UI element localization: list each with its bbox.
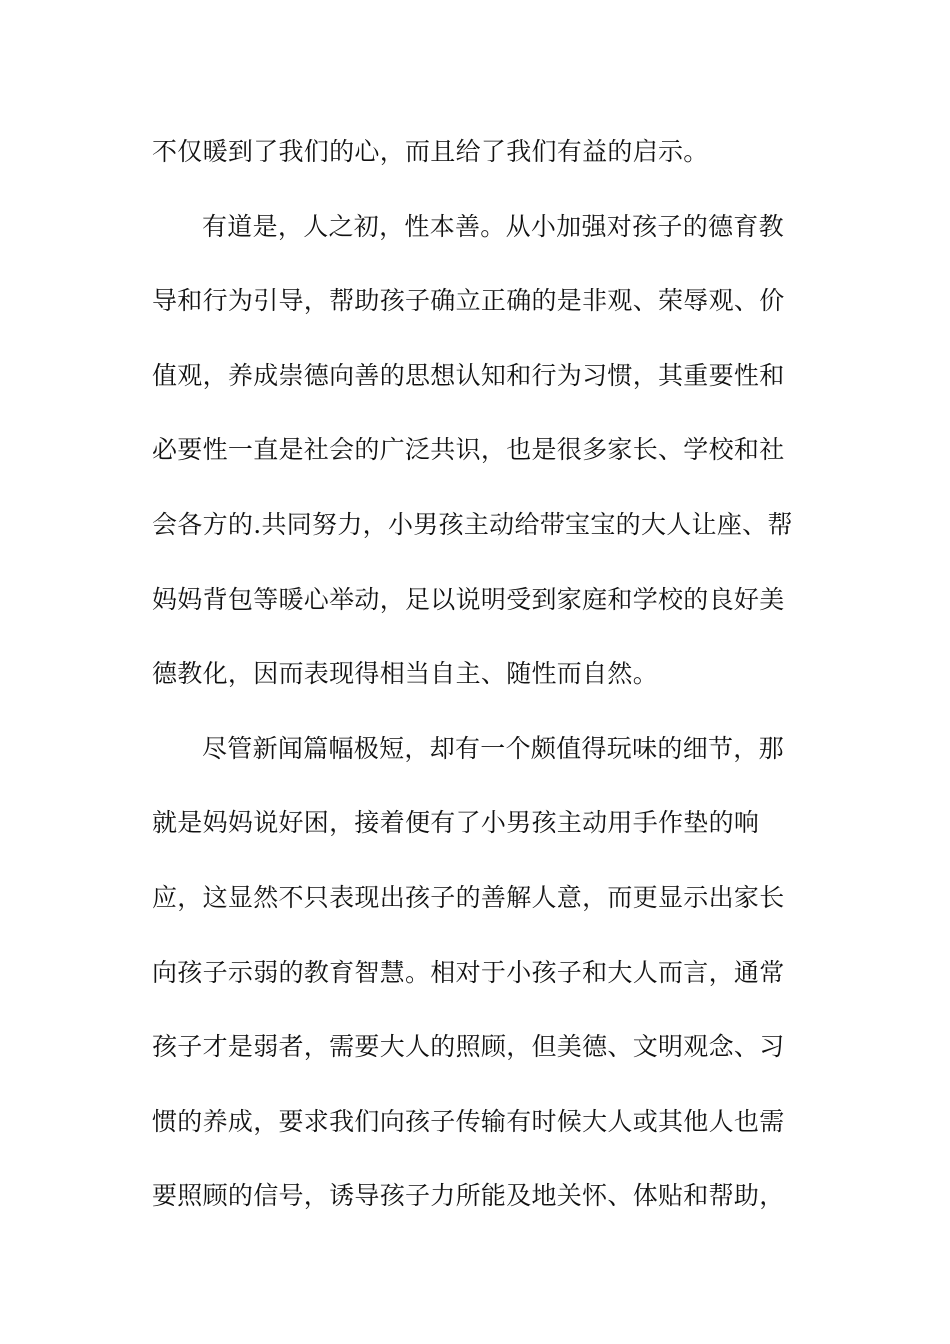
paragraph-2 [152,197,812,719]
text-line: 会各方的.共同努力，小男孩主动给带宝宝的大人让座、帮 [152,509,793,539]
paragraph-1 [152,122,812,197]
text-line: 有道是，人之初，性本善。从小加强对孩子的德育教 [202,211,784,241]
text-line: 要照顾的信号，诱导孩子力所能及地关怀、体贴和帮助， [152,1181,785,1211]
text-line: 尽管新闻篇幅极短，却有一个颇值得玩味的细节，那 [202,733,784,763]
body-text [152,122,812,1241]
text-line: 德教化，因而表现得相当自主、随性而自然。 [152,659,659,689]
text-line: 应，这显然不只表现出孩子的善解人意，而更显示出家长 [152,882,785,912]
text-line: 就是妈妈说好困，接着便有了小男孩主动用手作垫的响 [152,808,760,838]
paragraph-3 [152,719,812,1241]
text-line: 导和行为引导，帮助孩子确立正确的是非观、荣辱观、价 [152,286,785,316]
text-line: 妈妈背包等暖心举动，足以说明受到家庭和学校的良好美 [152,584,785,614]
text-line: 必要性一直是社会的广泛共识，也是很多家长、学校和社 [152,435,785,465]
text-line: 值观，养成崇德向善的思想认知和行为习惯，其重要性和 [152,360,785,390]
text-line: 惯的养成，要求我们向孩子传输有时候大人或其他人也需 [152,1106,785,1136]
text-line: 向孩子示弱的教育智慧。相对于小孩子和大人而言，通常 [152,957,785,987]
text-line: 孩子才是弱者，需要大人的照顾，但美德、文明观念、习 [152,1032,785,1062]
text-line: 不仅暖到了我们的心，而且给了我们有益的启示。 [152,137,709,166]
